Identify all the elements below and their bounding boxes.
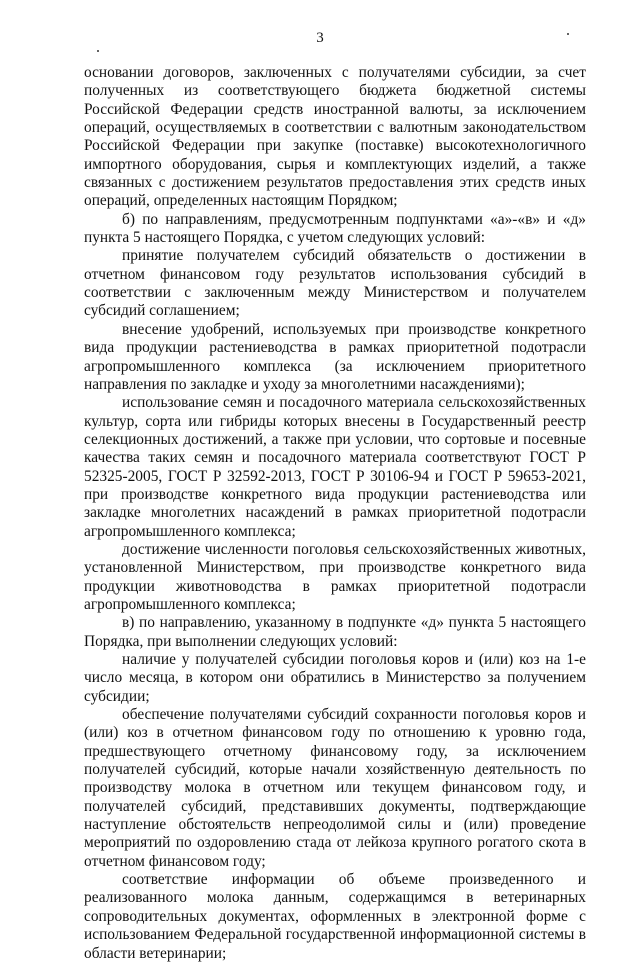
document-body bbox=[84, 64, 586, 963]
paragraph: в) по направлению, указанному в подпункте «д» пункта 5 настоящего Порядка, при выполнении следующих условий: bbox=[84, 614, 586, 650]
paragraph: обеспечение получателями субсидий сохранности поголовья коров и (или) коз в отчетном финансовом году по отношению к уровню года, предшествующего отчетному финансовому году, за исключением получателей субсидий, которые начали хозяйственную деятельность по производству молока в отчетном или текущем финансовом году, и получателей субсидий, представивших документы, подтверждающие наступление обстоятельств непреодолимой силы и (или) проведение мероприятий по оздоровлению стада от лейкоза крупного рогатого скота в отчетном финансовом году; bbox=[84, 706, 586, 870]
paragraph: внесение удобрений, используемых при производстве конкретного вида продукции растениеводства в рамках приоритетной подотрасли агропромышленного комплекса (за исключением приоритетного направления по закладке и уходу за многолетними насаждениями); bbox=[84, 320, 586, 393]
paragraph: б) по направлениям, предусмотренным подпунктами «а»-«в» и «д» пункта 5 настоящего Порядка, с учетом следующих условий: bbox=[84, 210, 586, 247]
scan-speck bbox=[97, 50, 99, 52]
scan-speck bbox=[567, 33, 569, 35]
paragraph: наличие у получателей субсидии поголовья коров и (или) коз на 1-е число месяца, в котором они обратились в Министерство за получением субсидии; bbox=[84, 651, 586, 705]
paragraph: использование семян и посадочного материала сельскохозяйственных культур, сорта или гибриды которых внесены в Государственный реестр селекционных достижений, а также при условии, что сортовые и посевные качества таких семян и посадочного материала соответствуют ГОСТ Р 52325-2005, ГОСТ Р 32592-2013, ГОСТ Р 30106-94 и ГОСТ Р 59653-2021, при производстве конкретного вида продукции растениеводства или закладке многолетних насаждений в рамках приоритетной подотрасли агропромышленного комплекса; bbox=[84, 394, 586, 540]
page-number: 3 bbox=[316, 30, 324, 46]
paragraph: достижение численности поголовья сельскохозяйственных животных, установленной Министерством, при производстве конкретного вида продукции животноводства в рамках приоритетной подотрасли агропромышленного комплекса; bbox=[84, 540, 586, 613]
paragraph: соответствие информации об объеме произведенного и реализованного молока данным, содержащимся в ветеринарных сопроводительных документах, оформленных в электронной форме с использованием Федеральной государственной информационной системы в области ветеринарии; bbox=[84, 871, 586, 962]
paragraph: основании договоров, заключенных с получателями субсидии, за счет полученных из соответствующего бюджета бюджетной системы Российской Федерации средств иностранной валюты, за исключением операций, осуществляемых в соответствии с валютным законодательством Российской Федерации при закупке (поставке) высокотехнологичного импортного оборудования, сырья и комплектующих изделий, а также связанных с достижением результатов предоставления этих средств иных операций, определенных настоящим Порядком; bbox=[84, 64, 586, 210]
paragraph: принятие получателем субсидий обязательств о достижении в отчетном финансовом году результатов использования субсидий в соответствии с заключенным между Министерством и получателем субсидий соглашением; bbox=[84, 247, 586, 320]
